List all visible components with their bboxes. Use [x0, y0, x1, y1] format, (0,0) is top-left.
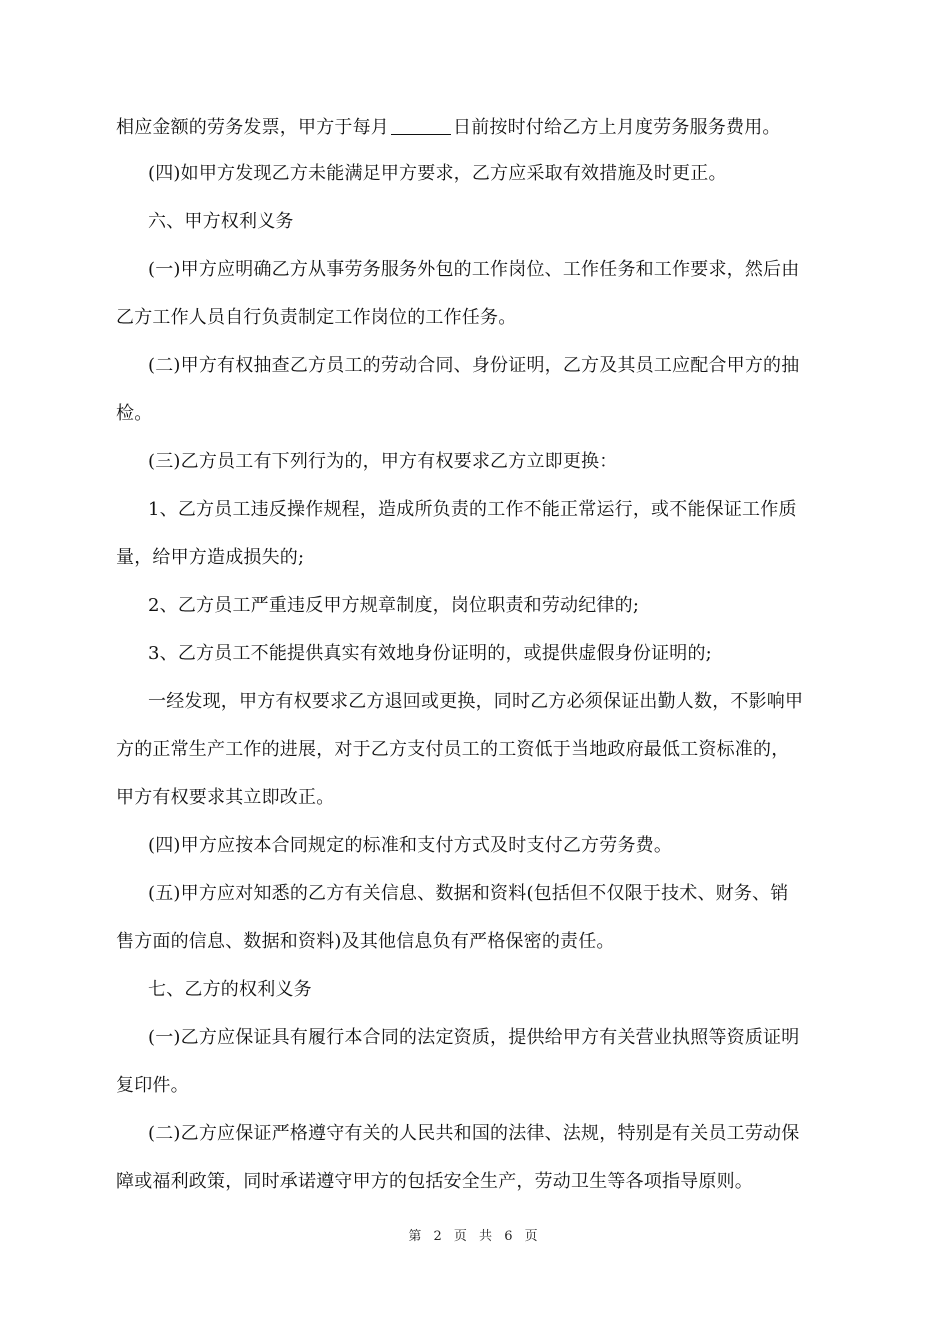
paragraph-line-6: (二)甲方有权抽查乙方员工的劳动合同、身份证明，乙方及其员工应配合甲方的抽	[148, 355, 800, 376]
paragraph-line-5: 乙方工作人员自行负责制定工作岗位的工作任务。	[116, 307, 517, 328]
paragraph-line-12: 3、乙方员工不能提供真实有效地身份证明的，或提供虚假身份证明的;	[148, 643, 712, 664]
paragraph-line-7: 检。	[116, 403, 153, 424]
paragraph-line-2: (四)如甲方发现乙方未能满足甲方要求，乙方应采取有效措施及时更正。	[148, 163, 727, 184]
section-heading-6: 六、甲方权利义务	[148, 211, 294, 232]
text-before-blank: 相应金额的劳务发票，甲方于每月	[116, 117, 389, 138]
paragraph-line-10: 量，给甲方造成损失的;	[116, 547, 305, 568]
paragraph-line-15: 甲方有权要求其立即改正。	[116, 787, 335, 808]
fill-in-blank	[391, 116, 451, 135]
section-heading-7: 七、乙方的权利义务	[148, 979, 312, 1000]
paragraph-line-22: (二)乙方应保证严格遵守有关的人民共和国的法律、法规，特别是有关员工劳动保	[148, 1123, 800, 1144]
paragraph-line-1	[116, 116, 836, 140]
paragraph-line-18: 售方面的信息、数据和资料)及其他信息负有严格保密的责任。	[116, 931, 615, 952]
paragraph-line-4: (一)甲方应明确乙方从事劳务服务外包的工作岗位、工作任务和工作要求，然后由	[148, 259, 800, 280]
page-number-footer: 第 2 页 共 6 页	[408, 1229, 542, 1244]
paragraph-line-13: 一经发现，甲方有权要求乙方退回或更换，同时乙方必须保证出勤人数，不影响甲	[148, 691, 804, 712]
text-after-blank: 日前按时付给乙方上月度劳务服务费用。	[453, 117, 781, 138]
paragraph-line-21: 复印件。	[116, 1075, 189, 1096]
paragraph-line-17: (五)甲方应对知悉的乙方有关信息、数据和资料(包括但不仅限于技术、财务、销	[148, 883, 789, 904]
paragraph-line-11: 2、乙方员工严重违反甲方规章制度，岗位职责和劳动纪律的;	[148, 595, 640, 616]
paragraph-line-16: (四)甲方应按本合同规定的标准和支付方式及时支付乙方劳务费。	[148, 835, 673, 856]
paragraph-line-8: (三)乙方员工有下列行为的，甲方有权要求乙方立即更换：	[148, 451, 618, 472]
paragraph-line-14: 方的正常生产工作的进展，对于乙方支付员工的工资低于当地政府最低工资标准的，	[116, 739, 790, 760]
paragraph-line-9: 1、乙方员工违反操作规程，造成所负责的工作不能正常运行，或不能保证工作质	[148, 499, 797, 520]
paragraph-line-20: (一)乙方应保证具有履行本合同的法定资质，提供给甲方有关营业执照等资质证明	[148, 1027, 800, 1048]
paragraph-line-23: 障或福利政策，同时承诺遵守甲方的包括安全生产，劳动卫生等各项指导原则。	[116, 1171, 753, 1192]
